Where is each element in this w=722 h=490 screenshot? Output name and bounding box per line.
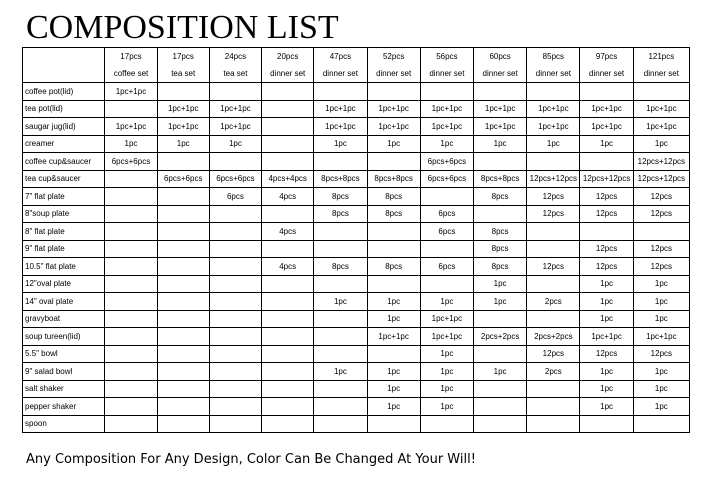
column-piece-count: 52pcs [367,48,420,66]
table-row [23,205,690,223]
quantity-cell [209,258,261,276]
quantity-cell: 2pcs+2pcs [527,328,580,346]
quantity-cell: 8pcs+8pcs [474,170,527,188]
quantity-cell: 2pcs [527,363,580,381]
quantity-cell [105,310,157,328]
column-set-type: dinner set [580,65,633,83]
item-name: coffee pot(lid) [23,83,105,101]
quantity-cell: 1pc [314,363,367,381]
quantity-cell [209,293,261,311]
column-piece-count: 47pcs [314,48,367,66]
quantity-cell: 12pcs [580,205,633,223]
quantity-cell: 1pc+1pc [420,328,473,346]
quantity-cell [105,205,157,223]
quantity-cell: 12pcs+12pcs [580,170,633,188]
quantity-cell [262,275,314,293]
quantity-cell [157,310,209,328]
item-name: pepper shaker [23,398,105,416]
quantity-cell [474,380,527,398]
quantity-cell: 1pc+1pc [527,100,580,118]
quantity-cell [314,328,367,346]
quantity-cell [105,188,157,206]
quantity-cell: 8pcs [367,188,420,206]
quantity-cell [262,380,314,398]
quantity-cell: 1pc [420,345,473,363]
quantity-cell [367,275,420,293]
quantity-cell [262,135,314,153]
quantity-cell: 1pc [367,380,420,398]
quantity-cell [262,328,314,346]
quantity-cell [367,83,420,101]
quantity-cell: 4pcs+4pcs [262,170,314,188]
quantity-cell [474,345,527,363]
quantity-cell: 2pcs+2pcs [474,328,527,346]
quantity-cell: 8pcs [367,258,420,276]
quantity-cell [105,275,157,293]
quantity-cell [157,380,209,398]
quantity-cell: 1pc+1pc [209,118,261,136]
column-set-type: tea set [157,65,209,83]
composition-table [22,47,690,433]
quantity-cell [367,240,420,258]
quantity-cell: 1pc [633,135,689,153]
quantity-cell: 1pc [580,398,633,416]
quantity-cell [367,153,420,171]
quantity-cell [262,205,314,223]
quantity-cell: 1pc+1pc [420,310,473,328]
column-piece-count: 17pcs [105,48,157,66]
quantity-cell: 8pcs [474,258,527,276]
item-name: tea pot(lid) [23,100,105,118]
item-name: 5.5" bowl [23,345,105,363]
quantity-cell [209,205,261,223]
item-name: 10.5" flat plate [23,258,105,276]
quantity-cell [209,415,261,433]
column-set-type: dinner set [262,65,314,83]
item-name: coffee cup&saucer [23,153,105,171]
quantity-cell [314,223,367,241]
quantity-cell: 12pcs+12pcs [527,170,580,188]
quantity-cell [420,83,473,101]
quantity-cell [262,363,314,381]
quantity-cell: 6pcs+6pcs [420,170,473,188]
quantity-cell: 1pc [209,135,261,153]
quantity-cell: 1pc [633,310,689,328]
quantity-cell: 1pc+1pc [633,100,689,118]
quantity-cell [527,398,580,416]
table-row [23,310,690,328]
quantity-cell: 8pcs [474,223,527,241]
quantity-cell: 1pc [367,135,420,153]
column-piece-count: 97pcs [580,48,633,66]
table-row [23,363,690,381]
quantity-cell: 1pc [367,398,420,416]
quantity-cell: 1pc+1pc [580,118,633,136]
quantity-cell [157,275,209,293]
quantity-cell: 1pc [580,363,633,381]
quantity-cell: 1pc [105,135,157,153]
quantity-cell: 1pc [474,293,527,311]
quantity-cell: 1pc+1pc [474,118,527,136]
quantity-cell [527,275,580,293]
quantity-cell: 4pcs [262,258,314,276]
item-name: 12"oval plate [23,275,105,293]
table-row [23,293,690,311]
quantity-cell: 1pc+1pc [580,328,633,346]
header-row-count [23,48,690,66]
quantity-cell: 12pcs [633,345,689,363]
item-name: spoon [23,415,105,433]
column-piece-count: 60pcs [474,48,527,66]
column-piece-count: 17pcs [157,48,209,66]
column-set-type: dinner set [314,65,367,83]
quantity-cell [209,153,261,171]
quantity-cell: 6pcs [420,205,473,223]
table-row [23,345,690,363]
quantity-cell: 1pc+1pc [157,100,209,118]
quantity-cell: 12pcs [580,258,633,276]
quantity-cell [262,310,314,328]
quantity-cell: 1pc [314,135,367,153]
header-blank [23,65,105,83]
column-piece-count: 56pcs [420,48,473,66]
quantity-cell [527,153,580,171]
table-row [23,223,690,241]
quantity-cell: 12pcs [580,345,633,363]
table-row [23,258,690,276]
quantity-cell [157,240,209,258]
column-set-type: dinner set [367,65,420,83]
quantity-cell: 1pc+1pc [633,118,689,136]
quantity-cell: 1pc [157,135,209,153]
column-set-type: tea set [209,65,261,83]
quantity-cell [367,345,420,363]
quantity-cell [314,153,367,171]
quantity-cell [209,380,261,398]
quantity-cell: 1pc+1pc [314,100,367,118]
quantity-cell: 4pcs [262,223,314,241]
quantity-cell: 1pc [580,310,633,328]
quantity-cell: 1pc [420,380,473,398]
quantity-cell [633,83,689,101]
quantity-cell [262,118,314,136]
table-row [23,83,690,101]
quantity-cell [527,240,580,258]
quantity-cell [157,188,209,206]
quantity-cell: 1pc+1pc [314,118,367,136]
column-piece-count: 20pcs [262,48,314,66]
item-name: 9" flat plate [23,240,105,258]
quantity-cell [262,293,314,311]
quantity-cell [157,398,209,416]
quantity-cell: 1pc [633,293,689,311]
quantity-cell: 1pc [633,363,689,381]
quantity-cell [209,363,261,381]
quantity-cell: 1pc [580,135,633,153]
quantity-cell: 1pc+1pc [580,100,633,118]
quantity-cell [474,83,527,101]
column-set-type: dinner set [420,65,473,83]
item-name: saugar jug(lid) [23,118,105,136]
quantity-cell: 1pc [474,275,527,293]
quantity-cell: 1pc [633,380,689,398]
quantity-cell: 1pc+1pc [105,83,157,101]
quantity-cell: 12pcs [633,205,689,223]
quantity-cell [314,380,367,398]
quantity-cell [209,345,261,363]
item-name: 9" salad bowl [23,363,105,381]
quantity-cell: 1pc+1pc [367,118,420,136]
quantity-cell: 6pcs [209,188,261,206]
table-row [23,153,690,171]
table-row [23,135,690,153]
quantity-cell [105,415,157,433]
column-set-type: dinner set [527,65,580,83]
quantity-cell: 1pc [420,363,473,381]
quantity-cell: 8pcs+8pcs [367,170,420,188]
item-name: 14" oval plate [23,293,105,311]
column-piece-count: 121pcs [633,48,689,66]
quantity-cell: 1pc [367,363,420,381]
footer-note: Any Composition For Any Design, Color Can Be Changed At Your Will! [26,452,476,467]
quantity-cell: 12pcs [633,240,689,258]
quantity-cell: 12pcs+12pcs [633,170,689,188]
quantity-cell: 1pc+1pc [367,100,420,118]
quantity-cell [314,415,367,433]
quantity-cell: 1pc [633,275,689,293]
quantity-cell [580,415,633,433]
quantity-cell: 1pc [474,363,527,381]
quantity-cell [420,188,473,206]
table-row [23,380,690,398]
quantity-cell [474,205,527,223]
quantity-cell [157,153,209,171]
quantity-cell [474,153,527,171]
table-row [23,415,690,433]
header-blank [23,48,105,66]
quantity-cell [367,415,420,433]
quantity-cell [633,223,689,241]
quantity-cell: 1pc [633,398,689,416]
quantity-cell: 1pc+1pc [105,118,157,136]
quantity-cell: 6pcs+6pcs [209,170,261,188]
item-name: gravyboat [23,310,105,328]
quantity-cell: 1pc [314,293,367,311]
quantity-cell [262,240,314,258]
quantity-cell [314,240,367,258]
quantity-cell [105,398,157,416]
quantity-cell [105,293,157,311]
quantity-cell [105,240,157,258]
quantity-cell: 4pcs [262,188,314,206]
item-name: creamer [23,135,105,153]
quantity-cell: 6pcs [420,258,473,276]
quantity-cell: 8pcs [314,188,367,206]
quantity-cell [105,258,157,276]
quantity-cell: 1pc [367,293,420,311]
quantity-cell [209,223,261,241]
quantity-cell [474,398,527,416]
column-set-type: dinner set [633,65,689,83]
quantity-cell [474,415,527,433]
quantity-cell [314,83,367,101]
quantity-cell: 1pc+1pc [209,100,261,118]
quantity-cell: 12pcs [527,345,580,363]
quantity-cell [420,415,473,433]
quantity-cell [527,83,580,101]
quantity-cell [262,415,314,433]
quantity-cell [527,310,580,328]
quantity-cell [105,100,157,118]
quantity-cell [105,345,157,363]
quantity-cell [105,170,157,188]
quantity-cell [209,83,261,101]
quantity-cell [262,345,314,363]
quantity-cell [262,398,314,416]
quantity-cell [580,223,633,241]
quantity-cell: 1pc [580,293,633,311]
item-name: 8"soup plate [23,205,105,223]
quantity-cell: 6pcs [420,223,473,241]
table-row [23,275,690,293]
quantity-cell: 1pc+1pc [474,100,527,118]
quantity-cell [262,100,314,118]
quantity-cell: 6pcs+6pcs [105,153,157,171]
quantity-cell: 1pc [527,135,580,153]
quantity-cell: 1pc+1pc [420,100,473,118]
quantity-cell: 12pcs [633,258,689,276]
quantity-cell [209,328,261,346]
quantity-cell: 1pc [420,135,473,153]
column-piece-count: 24pcs [209,48,261,66]
quantity-cell: 1pc [580,380,633,398]
quantity-cell: 8pcs [367,205,420,223]
quantity-cell [580,153,633,171]
quantity-cell: 12pcs [527,188,580,206]
table-row [23,240,690,258]
quantity-cell: 8pcs [474,188,527,206]
quantity-cell [105,380,157,398]
quantity-cell [157,223,209,241]
quantity-cell: 12pcs [527,205,580,223]
quantity-cell: 12pcs [580,188,633,206]
column-set-type: coffee set [105,65,157,83]
quantity-cell [314,275,367,293]
quantity-cell [420,240,473,258]
header-row-set [23,65,690,83]
quantity-cell [105,223,157,241]
quantity-cell [157,345,209,363]
quantity-cell: 1pc+1pc [367,328,420,346]
quantity-cell [527,415,580,433]
table-row [23,118,690,136]
quantity-cell [314,310,367,328]
quantity-cell [157,205,209,223]
quantity-cell [262,83,314,101]
item-name: 8" flat plate [23,223,105,241]
item-name: 7" flat plate [23,188,105,206]
quantity-cell [527,380,580,398]
item-name: tea cup&saucer [23,170,105,188]
quantity-cell [209,310,261,328]
item-name: salt shaker [23,380,105,398]
quantity-cell [314,398,367,416]
quantity-cell [474,310,527,328]
column-piece-count: 85pcs [527,48,580,66]
quantity-cell: 2pcs [527,293,580,311]
quantity-cell: 12pcs+12pcs [633,153,689,171]
table-row [23,328,690,346]
quantity-cell [157,258,209,276]
quantity-cell: 8pcs+8pcs [314,170,367,188]
table-row [23,398,690,416]
table-row [23,170,690,188]
quantity-cell [314,345,367,363]
quantity-cell: 1pc [580,275,633,293]
table-row [23,100,690,118]
quantity-cell [157,293,209,311]
quantity-cell [367,223,420,241]
quantity-cell: 1pc+1pc [420,118,473,136]
quantity-cell: 1pc [420,293,473,311]
quantity-cell [105,363,157,381]
quantity-cell [527,223,580,241]
page-title: COMPOSITION LIST [26,9,339,46]
table-row [23,188,690,206]
quantity-cell [420,275,473,293]
quantity-cell [580,83,633,101]
quantity-cell: 1pc [420,398,473,416]
quantity-cell: 6pcs+6pcs [420,153,473,171]
quantity-cell: 1pc+1pc [527,118,580,136]
quantity-cell: 1pc+1pc [157,118,209,136]
item-name: soup tureen(lid) [23,328,105,346]
quantity-cell: 12pcs [580,240,633,258]
quantity-cell: 8pcs [474,240,527,258]
quantity-cell: 8pcs [314,205,367,223]
quantity-cell [105,328,157,346]
quantity-cell [157,83,209,101]
quantity-cell: 12pcs [633,188,689,206]
quantity-cell: 1pc+1pc [633,328,689,346]
quantity-cell [157,328,209,346]
quantity-cell: 12pcs [527,258,580,276]
quantity-cell [209,275,261,293]
quantity-cell [157,415,209,433]
quantity-cell [262,153,314,171]
quantity-cell: 6pcs+6pcs [157,170,209,188]
quantity-cell: 1pc [367,310,420,328]
quantity-cell [209,398,261,416]
quantity-cell: 1pc [474,135,527,153]
quantity-cell [209,240,261,258]
quantity-cell: 8pcs [314,258,367,276]
column-set-type: dinner set [474,65,527,83]
quantity-cell [633,415,689,433]
quantity-cell [157,363,209,381]
